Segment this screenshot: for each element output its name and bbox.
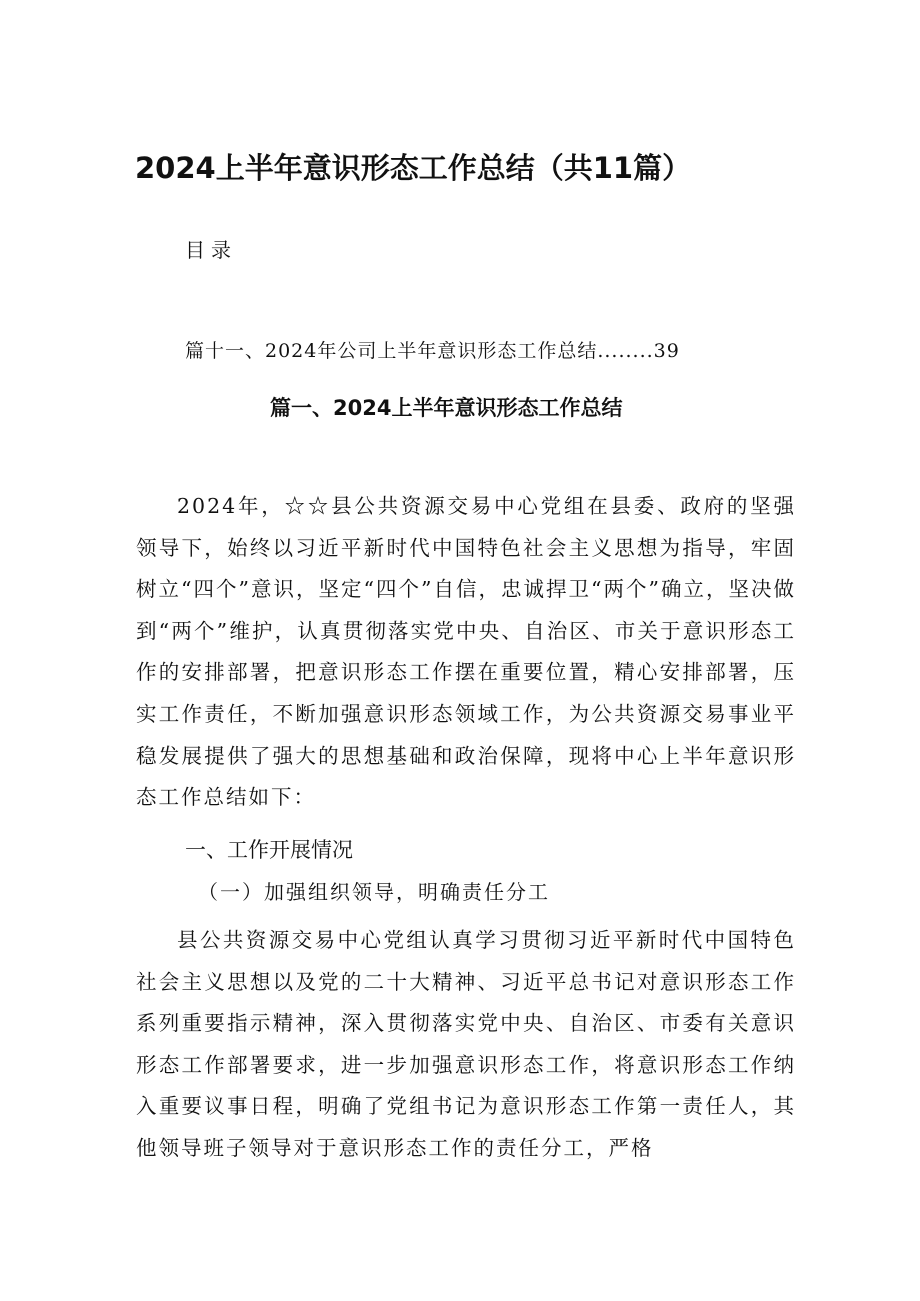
paragraph-intro: 2024年，☆☆县公共资源交易中心党组在县委、政府的坚强领导下，始终以习近平新时代中国特色社会主义思想为指导，牢固树立“四个”意识，坚定“四个”自信，忠诚捍卫“两个”确立，坚决做到“两个”维护，认真贯彻落实党中央、自治区、市关于意识形态工作的安排部署，把意识形态工作摆在重要位置，精心安排部署，压实工作责任，不断加强意识形态领域工作，为公共资源交易事业平稳发展提供了强大的思想基础和政治保障，现将中心上半年意识形态工作总结如下： [136,494,796,810]
toc-label: 目录 [185,238,237,262]
paragraph-body: 县公共资源交易中心党组认真学习贯彻习近平新时代中国特色社会主义思想以及党的二十大精神、习近平总书记对意识形态工作系列重要指示精神，深入贯彻落实党中央、自治区、市委有关意识形态工作部署要求，进一步加强意识形态工作，将意识形态工作纳入重要议事日程，明确了党组书记为意识形态工作第一责任人，其他领导班子领导对于意识形态工作的责任分工，严格 [136,928,796,1160]
toc-entry[interactable]: 篇十一、2024年公司上半年意识形态工作总结........39 [185,340,680,362]
heading-level-1: 一、工作开展情况 [185,838,353,862]
heading-level-2: （一）加强组织领导，明确责任分工 [198,880,550,904]
document-title: 2024上半年意识形态工作总结（共11篇） [135,151,692,185]
section-title: 篇一、2024上半年意识形态工作总结 [270,396,623,420]
